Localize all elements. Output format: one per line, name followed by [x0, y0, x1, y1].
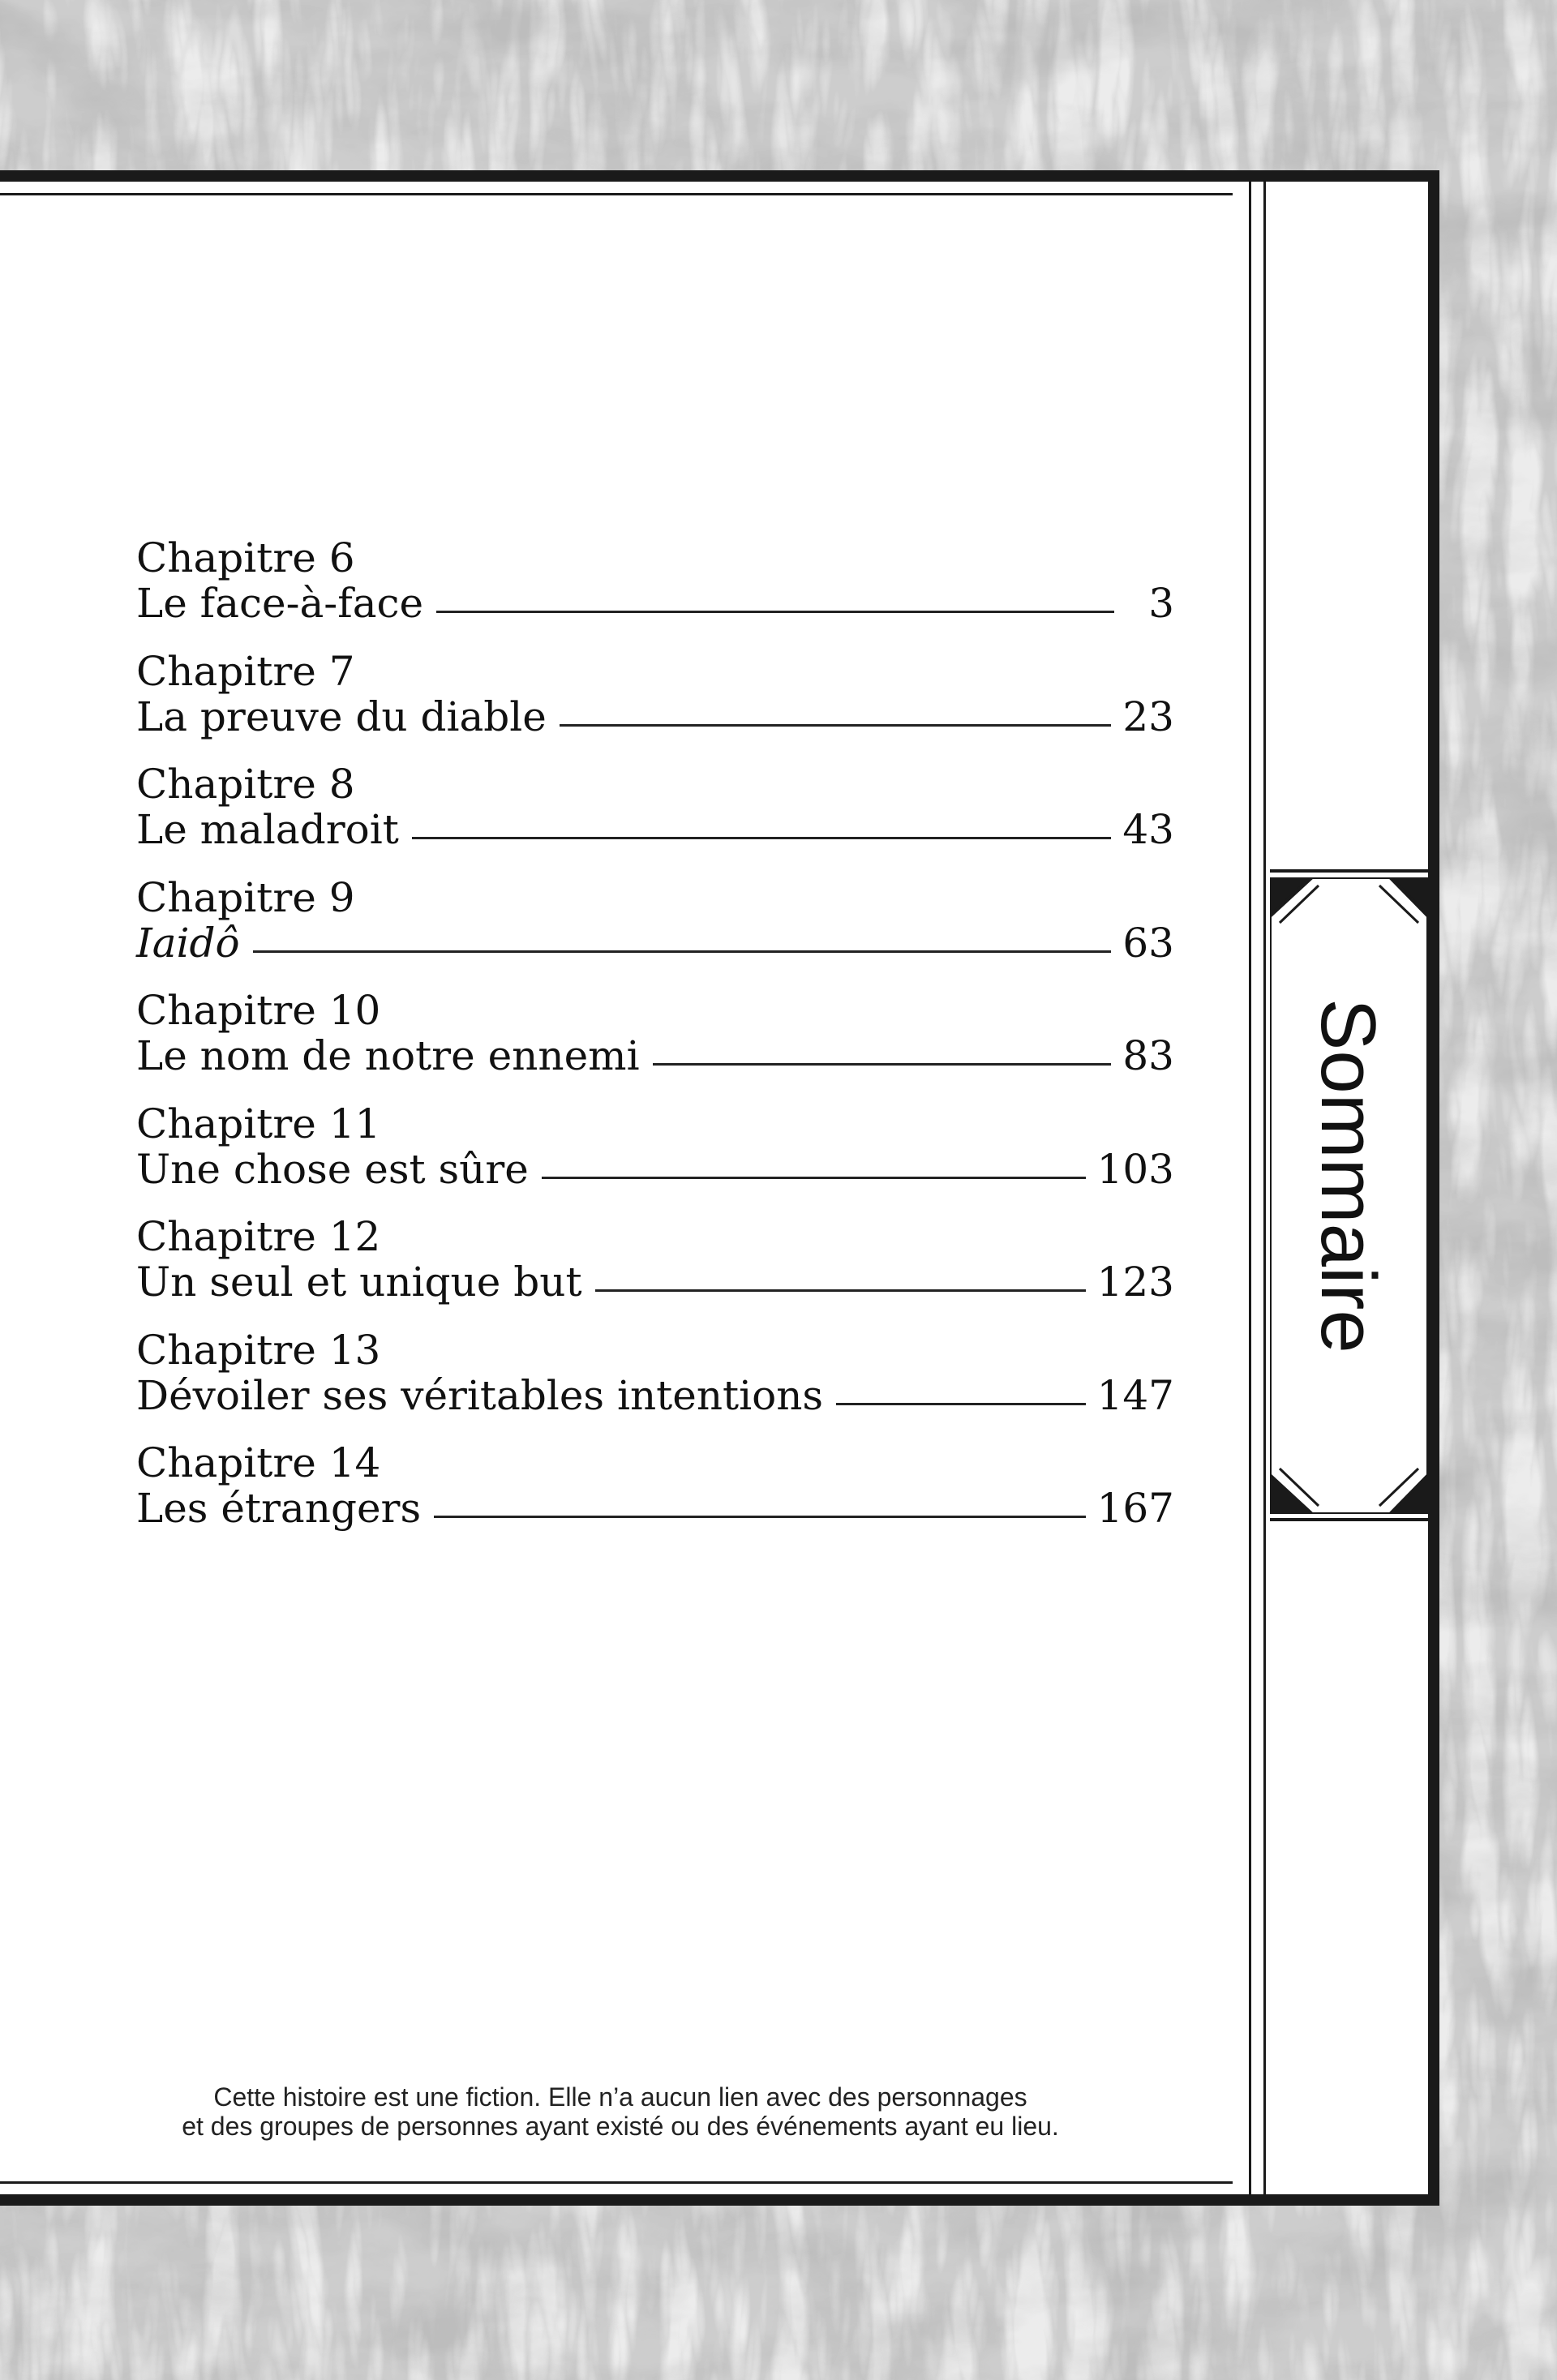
- chapter-number: Chapitre 12: [136, 1213, 381, 1260]
- chapter-title: Iaidô: [136, 919, 240, 967]
- chapter-title: Un seul et unique but: [136, 1259, 582, 1306]
- toc-entry[interactable]: [136, 649, 1174, 762]
- spine-line-left: [1249, 182, 1251, 2194]
- chapter-title-row: [136, 1373, 1174, 1418]
- page-number: 167: [1096, 1485, 1174, 1532]
- chapter-title-row: [136, 1033, 1174, 1079]
- chapter-title: Dévoiler ses véritables intentions: [136, 1371, 824, 1419]
- dotted-leader: [542, 1177, 1086, 1179]
- toc-entry[interactable]: [136, 1214, 1174, 1327]
- dotted-leader: [412, 837, 1112, 839]
- page-number: 123: [1096, 1259, 1174, 1306]
- toc-entry[interactable]: [136, 1101, 1174, 1215]
- chapter-title-row: [136, 694, 1174, 740]
- toc-entry[interactable]: [136, 761, 1174, 875]
- chapter-title: Le nom de notre ennemi: [136, 1032, 640, 1079]
- disclaimer-line-2: et des groupes de personnes ayant existé ou des événements ayant eu lieu.: [182, 2112, 1059, 2141]
- chapter-number: Chapitre 11: [136, 1100, 381, 1147]
- page-number: 83: [1122, 1032, 1174, 1079]
- chapter-title: Une chose est sûre: [136, 1145, 529, 1193]
- dotted-leader: [253, 950, 1112, 953]
- chapter-number: Chapitre 9: [136, 873, 355, 921]
- toc-entry[interactable]: [136, 1327, 1174, 1441]
- tab-rule-bottom: [1270, 1518, 1428, 1521]
- tab-rule-top: [1270, 869, 1428, 873]
- spine-line-right: [1263, 182, 1266, 2194]
- chapter-title: Les étrangers: [136, 1485, 422, 1532]
- page-number: 103: [1096, 1145, 1174, 1193]
- dotted-leader: [560, 724, 1112, 727]
- page-number: 3: [1148, 580, 1174, 627]
- toc-entry[interactable]: [136, 875, 1174, 988]
- chapter-title-row: [136, 581, 1174, 626]
- toc-entry[interactable]: [136, 535, 1174, 649]
- chapter-title-row: [136, 807, 1174, 852]
- dotted-leader: [836, 1403, 1085, 1405]
- chapter-title: Le face-à-face: [136, 580, 424, 627]
- dotted-leader: [434, 1516, 1085, 1518]
- chapter-number: Chapitre 7: [136, 647, 355, 695]
- chapter-title-row: [136, 1486, 1174, 1531]
- toc-entry[interactable]: [136, 988, 1174, 1101]
- page-number: 63: [1122, 919, 1174, 967]
- chapter-title: La preuve du diable: [136, 693, 547, 740]
- dotted-leader: [436, 611, 1114, 613]
- chapter-title: Le maladroit: [136, 806, 399, 853]
- dotted-leader: [653, 1063, 1112, 1066]
- toc-entry[interactable]: [136, 1440, 1174, 1554]
- chapter-number: Chapitre 6: [136, 534, 355, 581]
- chapter-number: Chapitre 10: [136, 987, 381, 1034]
- dotted-leader: [595, 1289, 1086, 1292]
- chapter-title-row: [136, 1147, 1174, 1192]
- chapter-number: Chapitre 8: [136, 761, 355, 808]
- table-of-contents: [136, 535, 1174, 1554]
- disclaimer: [81, 2082, 1160, 2141]
- chapter-number: Chapitre 14: [136, 1439, 381, 1486]
- chapter-number: Chapitre 13: [136, 1326, 381, 1374]
- disclaimer-line-1: Cette histoire est une fiction. Elle n’a aucun lien avec des personnages: [213, 2082, 1027, 2112]
- sommaire-label: Sommaire: [1305, 998, 1392, 1353]
- page-number: 43: [1122, 806, 1174, 853]
- page-number: 23: [1122, 693, 1174, 740]
- page-number: 147: [1096, 1371, 1174, 1419]
- chapter-title-row: [136, 920, 1174, 966]
- chapter-title-row: [136, 1259, 1174, 1305]
